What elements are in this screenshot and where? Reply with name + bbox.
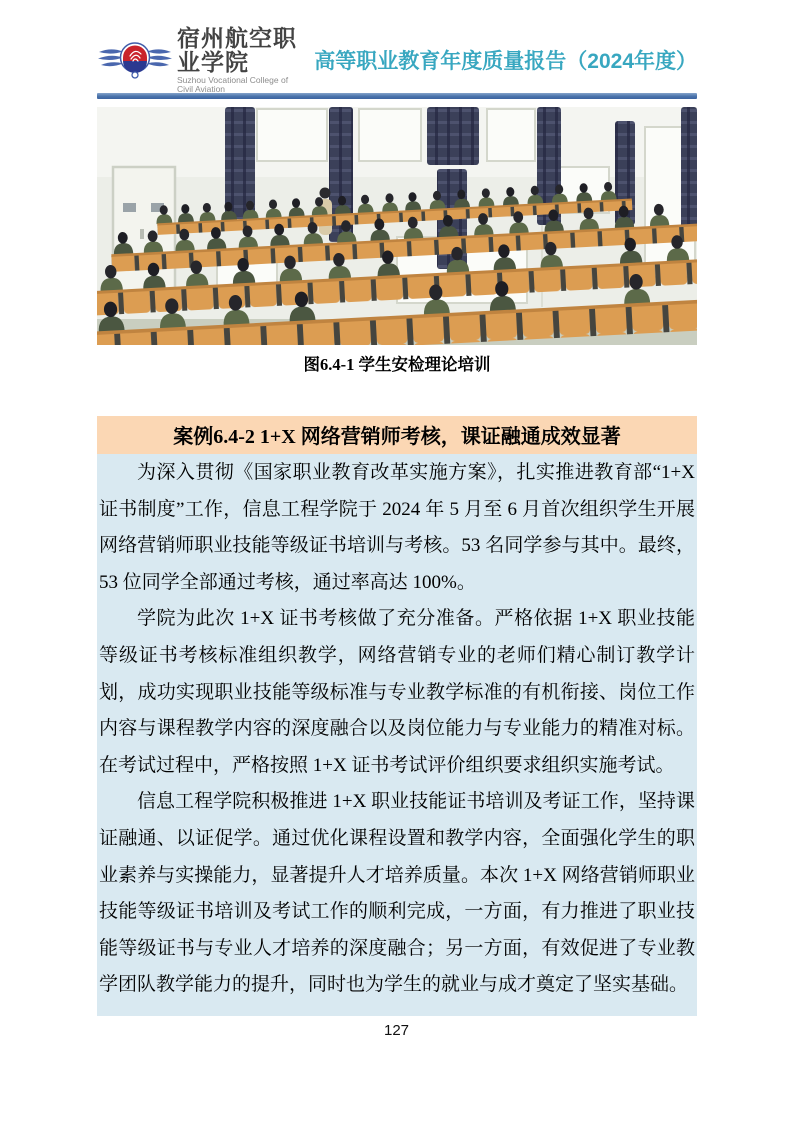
case-paragraph-2: 学院为此次 1+X 证书考核做了充分准备。严格依据 1+X 职业技能等级证书考核标准组织教学，网络营销专业的老师们精心制订教学计划，成功实现职业技能等级标准与专业教学标准的有机衔接、岗位工作内容与课程教学内容的深度融合以及岗位能力与专业能力的精准对标。在考试过程中，严格按照 1+X 证书考试评价组织要求组织实施考试。 [99, 608, 695, 776]
college-name-en: Suzhou Vocational College of Civil Aviation [177, 75, 289, 95]
case-body [97, 454, 697, 1016]
header-logo-row [97, 24, 697, 95]
college-name-zh: 宿州航空职业学院 [177, 24, 297, 76]
case-paragraph-3: 信息工程学院积极推进 1+X 职业技能证书培训及考证工作，坚持课证融通、以证促学。通过优化课程设置和教学内容，全面强化学生的职业素养与实操能力，显著提升人才培养质量。本次 1+X 网络营销师职业技能等级证书培训及考试工作的顺利完成，一方面，有力推进了职业技能等级证书与专业人才培养的深度融合；另一方面，有效促进了专业教学团队教学能力的提升，同时也为学生的就业与成才奠定了坚实基础。 [99, 791, 695, 996]
college-names [177, 26, 300, 94]
case-title: 案例6.4-2 1+X 网络营销师考核，课证融通成效显著 [97, 416, 697, 454]
figure-caption: 图6.4-1 学生安检理论培训 [303, 355, 491, 374]
classroom-photo [97, 107, 697, 345]
report-title: 高等职业教育年度质量报告（2024年度） [314, 50, 697, 73]
case-section [97, 416, 697, 1016]
college-logo-icon [97, 35, 173, 85]
case-paragraph-1: 为深入贯彻《国家职业教育改革实施方案》，扎实推进教育部“1+X 证书制度”工作，信息工程学院于 2024 年 5 月至 6 月首次组织学生开展网络营销师职业技能等级证书培训与考核。53 名同学参与其中。最终，53 位同学全部通过考核，通过率高达 100%。 [99, 462, 695, 593]
figure-6-4-1 [97, 107, 697, 375]
page-header [97, 0, 697, 99]
page-number: 127 [383, 1021, 410, 1039]
